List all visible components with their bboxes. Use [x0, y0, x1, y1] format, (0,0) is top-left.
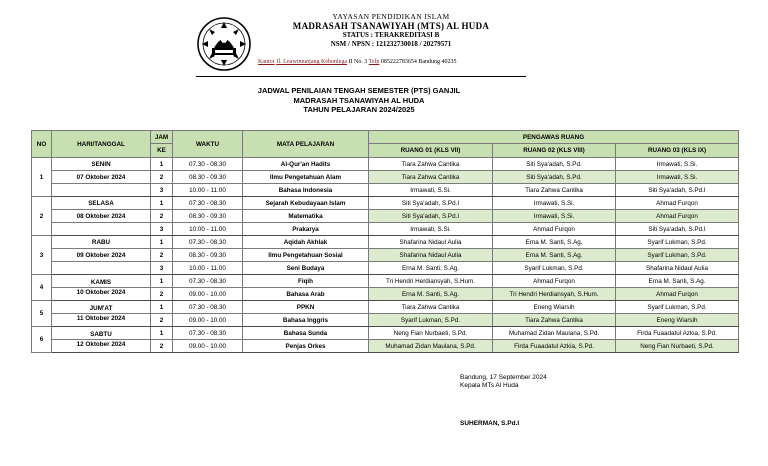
title-line-1: JADWAL PENILAIAN TENGAH SEMESTER (PTS) GANJIL [257, 86, 461, 95]
jam-ke: 1 [151, 301, 173, 314]
day-name: SABTU [52, 327, 151, 340]
subject-name: Aqidah Akhlak [243, 236, 369, 249]
subject-name: Ilmu Pengetahuan Sosial [243, 249, 369, 262]
header-day-date: HARI/TANGGAL [52, 131, 151, 158]
signature-block [460, 374, 660, 390]
title-line-2: MADRASAH TSANAWIYAH AL HUDA [293, 95, 425, 105]
table-header-row [32, 131, 739, 144]
supervisor-room-3: Eneng Wiarsih [616, 314, 739, 327]
header-jam: JAM [151, 131, 173, 144]
supervisor-room-1: Shafarina Nidaul Aulia [369, 249, 493, 262]
school-logo-icon [196, 16, 252, 72]
supervisor-room-3: Irmawati, S.Si. [616, 171, 739, 184]
school-nsm: NSM / NPSN : 121232730018 / 20279571 [330, 39, 452, 48]
subject-name: Bahasa Sunda [243, 327, 369, 340]
address-kantor: Kantor [258, 59, 275, 65]
table-row [32, 158, 739, 171]
table-row [32, 327, 739, 340]
jam-ke: 1 [151, 275, 173, 288]
header-time: WAKTU [173, 131, 243, 158]
supervisor-room-3: Erna M. Santi, S.Ag. [616, 275, 739, 288]
supervisor-room-3: Ahmad Furqon [616, 288, 739, 301]
jam-ke: 3 [151, 223, 173, 236]
document-title [200, 86, 518, 115]
day-date: 11 Oktober 2024 [52, 314, 151, 327]
jam-ke: 2 [151, 210, 173, 223]
day-date: 10 Oktober 2024 [52, 288, 151, 301]
supervisor-room-1: Syarif Lukman, S.Pd. [369, 314, 493, 327]
header-no: NO [32, 131, 52, 158]
jam-ke: 2 [151, 171, 173, 184]
supervisor-room-2: Irmawati, S.Si. [493, 197, 616, 210]
supervisor-room-2: Tiara Zahwa Cantika [493, 314, 616, 327]
subject-name: Al-Qur'an Hadits [243, 158, 369, 171]
header-room-3: RUANG 03 (KLS IX) [616, 144, 739, 158]
signature-position: Kepala MTs Al Huda [460, 382, 519, 389]
time-slot: 08.30 - 09.30 [173, 171, 243, 184]
table-body [32, 158, 739, 353]
subject-name: Sejarah Kebudayaan Islam [243, 197, 369, 210]
subject-name: Matematika [243, 210, 369, 223]
supervisor-room-1: Irmawati, S.Si. [369, 223, 493, 236]
supervisor-room-3: Neng Fian Nurbaeti, S.Pd. [616, 340, 739, 353]
day-date: 09 Oktober 2024 [52, 249, 151, 262]
time-slot: 07.30 - 08.30 [173, 197, 243, 210]
table-row [32, 197, 739, 210]
day-date: 12 Oktober 2024 [52, 340, 151, 353]
accreditation-status: STATUS : TERAKREDITASI B [342, 31, 440, 39]
table-row [32, 275, 739, 288]
supervisor-room-1: Siti Sya'adah, S.Pd.I [369, 197, 493, 210]
day-name: SENIN [52, 158, 151, 171]
day-empty [52, 184, 151, 197]
jam-ke: 3 [151, 184, 173, 197]
table-row [32, 184, 739, 197]
supervisor-room-1: Tiara Zahwa Cantika [369, 301, 493, 314]
jam-ke: 2 [151, 314, 173, 327]
row-number: 2 [32, 197, 52, 236]
subject-name: Seni Budaya [243, 262, 369, 275]
supervisor-room-3: Syarif Lukman, S.Pd. [616, 236, 739, 249]
time-slot: 07.30 - 08.30 [173, 158, 243, 171]
jam-ke: 1 [151, 327, 173, 340]
time-slot: 08.30 - 09.30 [173, 210, 243, 223]
row-number: 1 [32, 158, 52, 197]
supervisor-room-2: Muhamad Zidan Maulana, S.Pd. [493, 327, 616, 340]
row-number: 5 [32, 301, 52, 327]
school-name: MADRASAH TSANAWIYAH (MTS) AL HUDA [292, 21, 490, 31]
table-row [32, 210, 739, 223]
time-slot: 07.30 - 08.30 [173, 236, 243, 249]
time-slot: 09.00 - 10.00 [173, 288, 243, 301]
jam-ke: 1 [151, 236, 173, 249]
letterhead-text [256, 12, 526, 48]
subject-name: Bahasa Indonesia [243, 184, 369, 197]
jam-ke: 1 [151, 197, 173, 210]
day-name: JUM'AT [52, 301, 151, 314]
supervisor-room-1: Neng Fian Nurbaeti, S.Pd. [369, 327, 493, 340]
table-row [32, 314, 739, 327]
jam-ke: 2 [151, 340, 173, 353]
subject-name: PPKN [243, 301, 369, 314]
supervisor-room-3: Siti Sya'adah, S.Pd.I [616, 184, 739, 197]
supervisor-room-1: Erna M. Santi, S.Ag. [369, 288, 493, 301]
address-rest: 085222783654 Bandung 40235 [380, 59, 457, 65]
header-subject: MATA PELAJARAN [243, 131, 369, 158]
row-number: 6 [32, 327, 52, 353]
time-slot: 10.00 - 11.00 [173, 184, 243, 197]
supervisor-room-3: Shafarina Nidaul Aulia [616, 262, 739, 275]
supervisor-room-2: Ahmad Furqon [493, 275, 616, 288]
supervisor-room-2: Irmawati, S.Si. [493, 210, 616, 223]
row-number: 4 [32, 275, 52, 301]
jam-ke: 2 [151, 288, 173, 301]
header-ke: KE [151, 144, 173, 158]
supervisor-room-2: Siti Sya'adah, S.Pd. [493, 171, 616, 184]
day-name: SELASA [52, 197, 151, 210]
supervisor-room-1: Erna M. Santi, S.Ag. [369, 262, 493, 275]
time-slot: 07.30 - 08.30 [173, 327, 243, 340]
subject-name: Prakarya [243, 223, 369, 236]
exam-schedule-table [31, 130, 739, 353]
jam-ke: 2 [151, 249, 173, 262]
time-slot: 09.00 - 10.00 [173, 314, 243, 327]
address-telp: Telp [368, 59, 380, 65]
supervisor-room-1: Tri Hendri Herdiansyah, S.Hum. [369, 275, 493, 288]
signature-place-date: Bandung, 17 September 2024 [460, 374, 547, 381]
row-number: 3 [32, 236, 52, 275]
jam-ke: 1 [151, 158, 173, 171]
subject-name: Fiqih [243, 275, 369, 288]
day-empty [52, 223, 151, 236]
supervisor-room-1: Siti Sya'adah, S.Pd.I [369, 210, 493, 223]
supervisor-room-1: Irmawati, S.Si. [369, 184, 493, 197]
day-date: 07 Oktober 2024 [52, 171, 151, 184]
supervisor-room-3: Firda Fuaadatul Azkia, S.Pd. [616, 327, 739, 340]
supervisor-room-2: Syarif Lukman, S.Pd. [493, 262, 616, 275]
title-line-3: TAHUN PELAJARAN 2024/2025 [303, 105, 415, 114]
supervisor-room-3: Ahmad Furqon [616, 210, 739, 223]
supervisor-room-2: Siti Sya'adah, S.Pd. [493, 158, 616, 171]
time-slot: 07.30 - 08.30 [173, 275, 243, 288]
day-date: 08 Oktober 2024 [52, 210, 151, 223]
subject-name: Ilmu Pengetahuan Alam [243, 171, 369, 184]
supervisor-room-2: Erna M. Santi, S.Ag. [493, 236, 616, 249]
supervisor-room-3: Syarif Lukman, S.Pd. [616, 301, 739, 314]
day-name: RABU [52, 236, 151, 249]
supervisor-room-1: Shafarina Nidaul Aulia [369, 236, 493, 249]
supervisor-room-3: Siti Sya'adah, S.Pd.I [616, 223, 739, 236]
table-row [32, 301, 739, 314]
supervisor-room-2: Tri Hendri Herdiansyah, S.Hum. [493, 288, 616, 301]
supervisor-room-2: Eneng Wiarsih [493, 301, 616, 314]
supervisor-room-1: Tiara Zahwa Cantika [369, 158, 493, 171]
supervisor-room-2: Ahmad Furqon [493, 223, 616, 236]
table-row [32, 171, 739, 184]
table-row [32, 249, 739, 262]
school-address [258, 58, 528, 66]
address-street: Jl. Leuwimunjang Kebonlega [276, 59, 347, 65]
supervisor-room-2: Tiara Zahwa Cantika [493, 184, 616, 197]
time-slot: 07.30 - 08.30 [173, 301, 243, 314]
time-slot: 09.00 - 10.00 [173, 340, 243, 353]
supervisor-room-3: Irmawati, S.Si. [616, 158, 739, 171]
supervisor-room-3: Ahmad Furqon [616, 197, 739, 210]
header-room-2: RUANG 02 (KLS VIII) [493, 144, 616, 158]
supervisor-room-2: Erna M. Santi, S.Ag. [493, 249, 616, 262]
table-row [32, 262, 739, 275]
time-slot: 10.00 - 11.00 [173, 262, 243, 275]
time-slot: 08.30 - 09.30 [173, 249, 243, 262]
supervisor-room-3: Syarif Lukman, S.Pd. [616, 249, 739, 262]
table-row [32, 340, 739, 353]
time-slot: 10.00 - 11.00 [173, 223, 243, 236]
letterhead-divider [196, 76, 526, 77]
table-row [32, 288, 739, 301]
address-mid: II No. 3 [348, 59, 368, 65]
day-name: KAMIS [52, 275, 151, 288]
header-supervisors: PENGAWAS RUANG [369, 131, 739, 144]
supervisor-room-1: Tiara Zahwa Cantika [369, 171, 493, 184]
table-row [32, 223, 739, 236]
subject-name: Penjas Orkes [243, 340, 369, 353]
jam-ke: 3 [151, 262, 173, 275]
letterhead [196, 12, 526, 74]
day-empty [52, 262, 151, 275]
subject-name: Bahasa Arab [243, 288, 369, 301]
header-room-1: RUANG 01 (KLS VII) [369, 144, 493, 158]
table-row [32, 236, 739, 249]
supervisor-room-1: Muhamad Zidan Maulana, S.Pd. [369, 340, 493, 353]
subject-name: Bahasa Inggris [243, 314, 369, 327]
supervisor-room-2: Firda Fuaadatul Azkia, S.Pd. [493, 340, 616, 353]
foundation-name: YAYASAN PENDIDIKAN ISLAM [332, 12, 450, 21]
signature-name: SUHERMAN, S.Pd.I [460, 420, 520, 427]
